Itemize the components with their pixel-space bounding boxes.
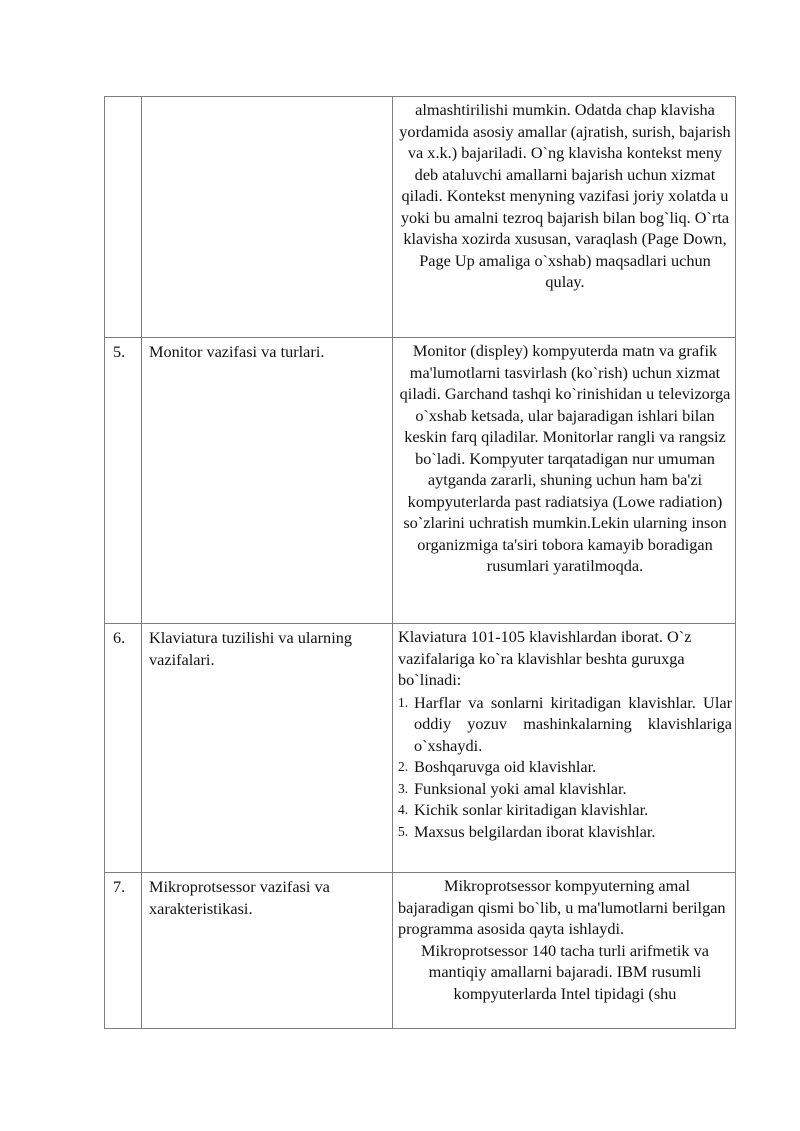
row-content: Monitor (displey) kompyuterda matn va grafik ma'lumotlarni tasvirlash (ko`rish) uchun xizmat qiladi. Garchand tashqi ko`rinishidan u televizorga o`xshab ketsada, ular bajaradigan ishlari bilan keskin farq qiladilar. Monitorlar rangli va rangsiz bo`ladi. Kompyuter tarqatadigan nur umuman aytganda zararli, shuning uchun ham ba'zi kompyuterlarda past radiatsiya (Lowe radiation) so`zlarini uchratish mumkin.Lekin ularning inson organizmiga ta'siri tobora kamayib boradigan rusumlari yaratilmoqda. (393, 338, 736, 624)
row-topic (142, 97, 393, 338)
topics-table (104, 96, 736, 1029)
keyboard-groups-list (398, 692, 732, 843)
list-item (398, 692, 732, 757)
table-row (105, 97, 736, 338)
list-item-number: 1. (398, 694, 409, 710)
list-item (398, 799, 732, 821)
list-item-text: Boshqaruvga oid klavishlar. (414, 757, 597, 776)
list-item-text: Funksional yoki amal klavishlar. (414, 778, 627, 798)
list-item-number: 5. (398, 823, 409, 839)
list-item (398, 756, 732, 778)
row-number: 6. (105, 624, 142, 873)
cpu-paragraph-2: Mikroprotsessor 140 tacha turli arifmetik va mantiqiy amallarni bajaradi. IBM rusumli kompyuterlarda Intel tipidagi (shu (420, 940, 709, 1003)
list-item (398, 821, 732, 843)
list-item-text: Maxsus belgilardan iborat klavishlar. (414, 821, 656, 841)
row-number: 5. (105, 338, 142, 624)
list-item-text: Kichik sonlar kiritadigan klavishlar. (414, 800, 649, 819)
table-row (105, 338, 736, 624)
row-topic: Mikroprotsessor vazifasi va xarakteristikasi. (142, 873, 393, 1029)
list-item (398, 778, 732, 800)
table-row (105, 624, 736, 873)
list-item-text: Harflar va sonlarni kiritadigan klavishlar. Ular oddiy yozuv mashinkalarning klavishlariga o`xshaydi. (414, 692, 732, 755)
keyboard-intro: Klaviatura 101-105 klavishlardan iborat. O`z vazifalariga ko`ra klavishlar beshta guruxga bo`linadi: (398, 627, 692, 689)
list-item-number: 2. (398, 759, 409, 774)
row-content (393, 873, 736, 1029)
row-number: 7. (105, 873, 142, 1029)
row-content: almashtirilishi mumkin. Odatda chap klavisha yordamida asosiy amallar (ajratish, surish, bajarish va x.k.) bajariladi. O`ng klavisha kontekst meny deb ataluvchi amallarni bajarish uchun xizmat qiladi. Kontekst menyning vazifasi joriy xolatda u yoki bu amalni tezroq bajarish bilan bog`liq. O`rta klavisha xozirda xususan, varaqlash (Page Down, Page Up amaliga o`xshab) maqsadlari uchun qulay. (393, 97, 736, 338)
row-content (393, 624, 736, 873)
cpu-paragraph-1: Mikroprotsessor kompyuterning amal bajaradigan qismi bo`lib, u ma'lumotlarni berilgan programma asosida qayta ishlaydi. (398, 876, 726, 938)
row-topic: Monitor vazifasi va turlari. (142, 338, 393, 624)
list-item-number: 4. (398, 802, 409, 817)
list-item-number: 3. (398, 780, 409, 796)
row-topic: Klaviatura tuzilishi va ularning vazifalari. (142, 624, 393, 873)
table-row (105, 873, 736, 1029)
row-number (105, 97, 142, 338)
